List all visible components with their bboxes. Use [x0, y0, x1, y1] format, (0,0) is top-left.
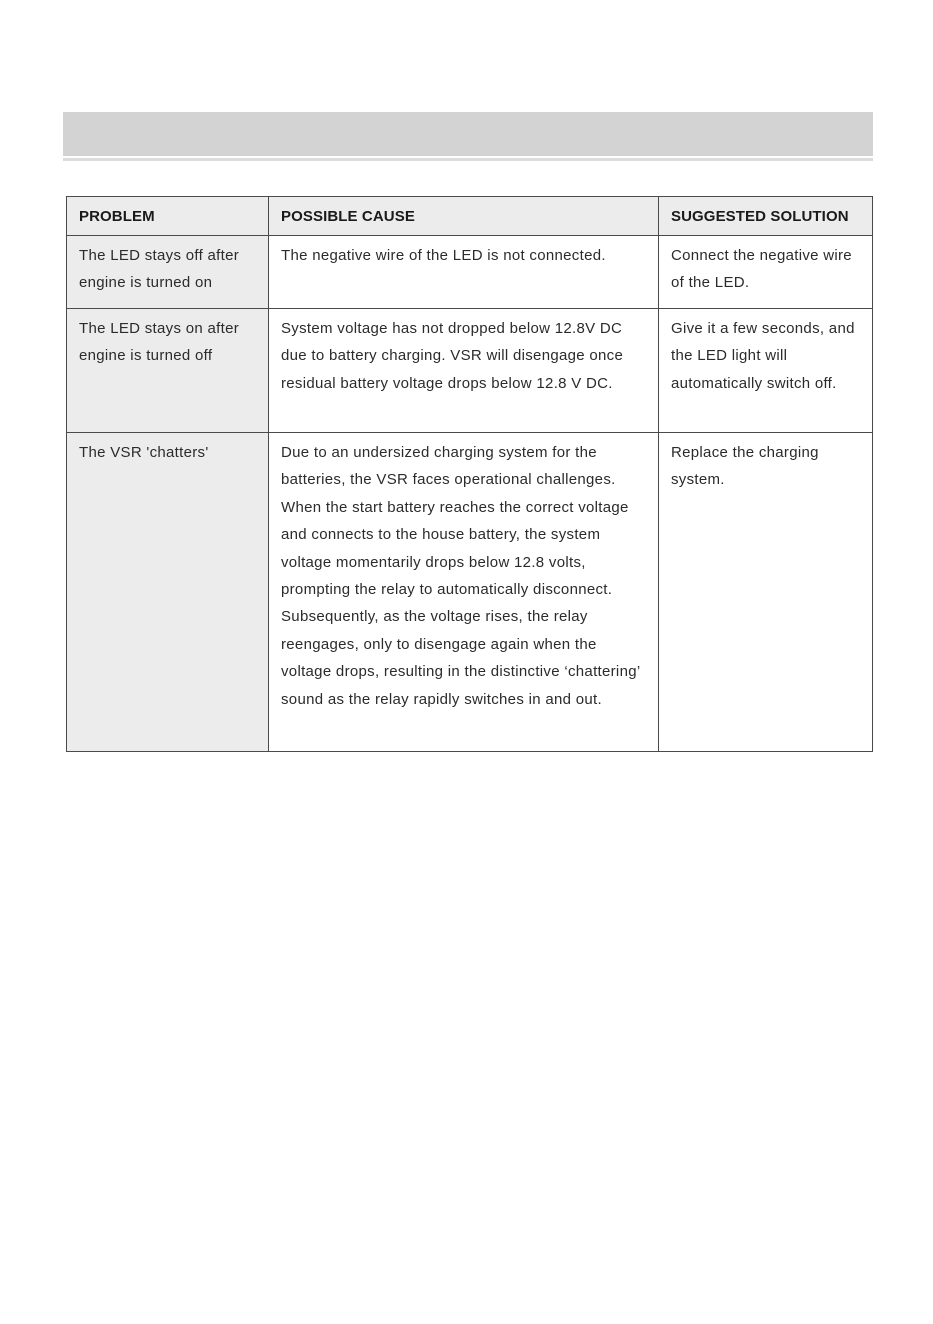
table-row: [67, 236, 873, 309]
header-possible-cause: POSSIBLE CAUSE: [269, 197, 659, 236]
header-suggested-solution: SUGGESTED SOLUTION: [659, 197, 873, 236]
solution-cell: Give it a few seconds, and the LED light will automatically switch off.: [659, 309, 873, 433]
problem-cell: The LED stays on after engine is turned off: [67, 309, 269, 433]
section-header-rule: [63, 158, 873, 161]
cause-cell: The negative wire of the LED is not connected.: [269, 236, 659, 309]
table-header-row: [67, 197, 873, 236]
header-problem: PROBLEM: [67, 197, 269, 236]
cause-cell: Due to an undersized charging system for the batteries, the VSR faces operational challenges. When the start battery reaches the correct voltage and connects to the house battery, the system voltage momentarily drops below 12.8 volts, prompting the relay to automatically disconnect. Subsequently, as the voltage rises, the relay reengages, only to disengage again when the voltage drops, resulting in the distinctive ‘chattering’ sound as the relay rapidly switches in and out.: [269, 433, 659, 752]
solution-cell: Connect the negative wire of the LED.: [659, 236, 873, 309]
cause-cell: System voltage has not dropped below 12.8V DC due to battery charging. VSR will disengage once residual battery voltage drops below 12.8 V DC.: [269, 309, 659, 433]
problem-cell: The VSR 'chatters': [67, 433, 269, 752]
problem-cell: The LED stays off after engine is turned on: [67, 236, 269, 309]
troubleshooting-table: [66, 196, 873, 752]
section-header-band: [63, 112, 873, 156]
table-row: [67, 433, 873, 752]
table-row: [67, 309, 873, 433]
solution-cell: Replace the charging system.: [659, 433, 873, 752]
